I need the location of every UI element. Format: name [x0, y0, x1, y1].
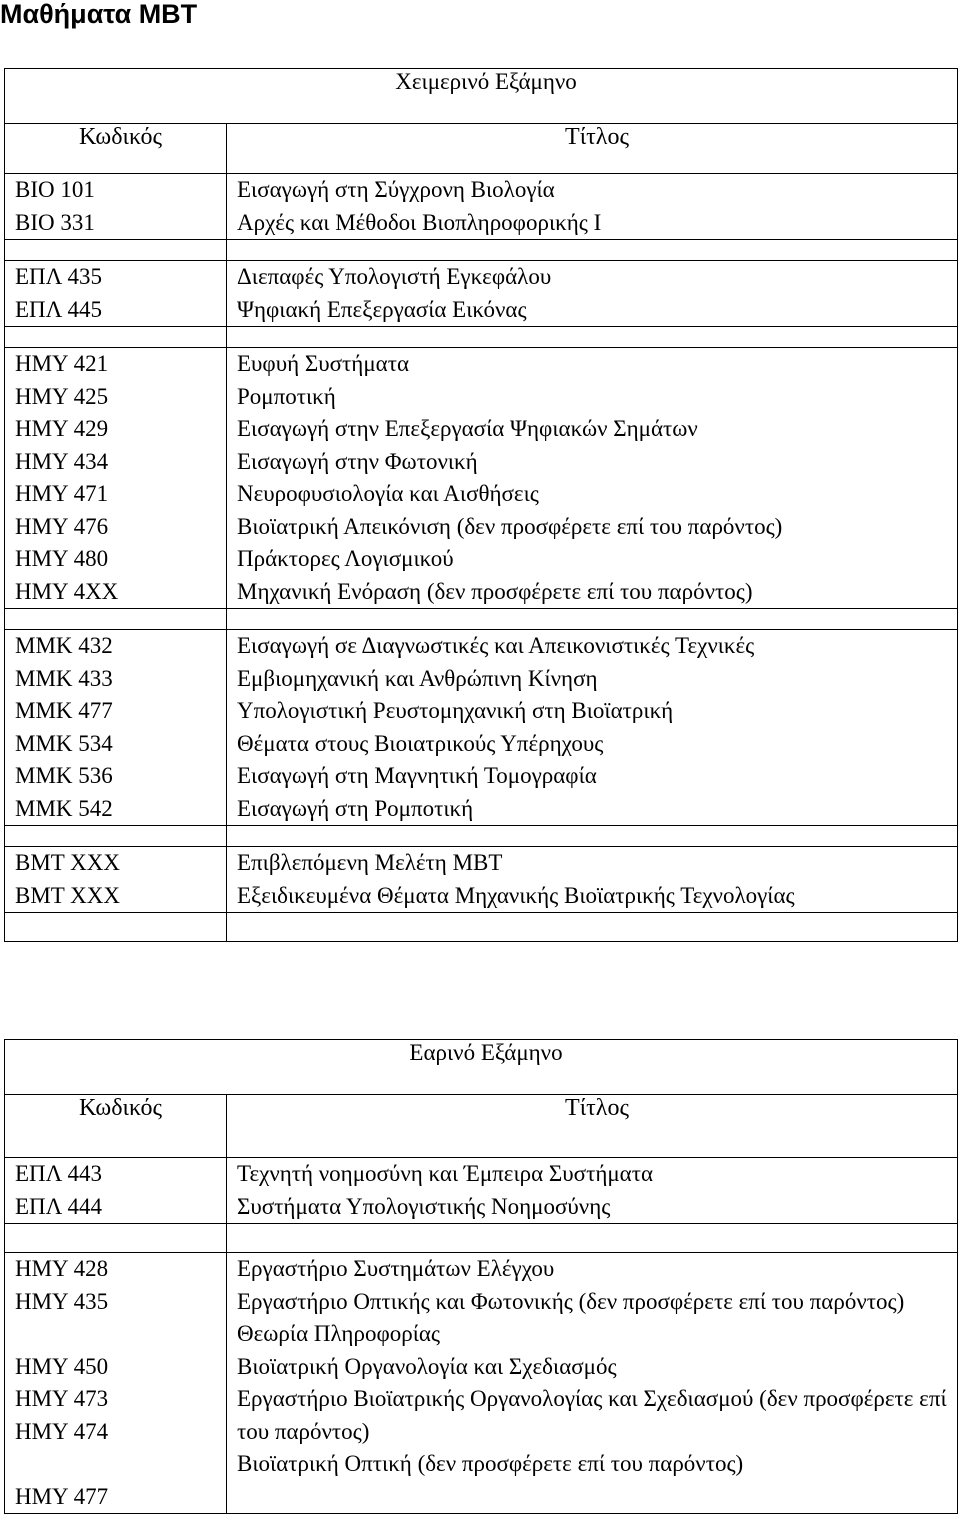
course-title: Θέματα στους Βιοιατρικούς Υπέρηχους — [237, 730, 604, 756]
course-title: Εισαγωγή στην Φωτονική — [237, 448, 478, 474]
course-title: Ρομποτική — [237, 383, 336, 409]
course-code: ΗΜΥ 4ΧΧ — [15, 578, 119, 604]
spacer-cell — [227, 240, 958, 261]
course-title: Εισαγωγή στη Σύγχρονη Βιολογία — [237, 177, 555, 202]
course-title: Θεωρία Πληροφορίας — [237, 1321, 441, 1346]
course-code: ΗΜΥ 476 — [15, 513, 109, 539]
course-title: Εισαγωγή στη Ρομποτική — [237, 795, 474, 821]
semester-title: Εαρινό Εξάμηνο — [5, 1040, 958, 1095]
course-code: ΗΜΥ 471 — [15, 481, 109, 506]
spacer-cell — [5, 1224, 227, 1253]
course-title: Βιοϊατρική Οπτική (δεν προσφέρετε επί του παρόντος) — [237, 1451, 744, 1476]
title-column-header: Τίτλος — [227, 124, 958, 174]
course-title: Εισαγωγή στη Μαγνητική Τομογραφία — [237, 763, 597, 788]
course-title: Εργαστήριο Βιοϊατρικής Οργανολογίας και Σχεδιασμού (δεν προσφέρετε επί του παρόντος) — [237, 1386, 947, 1444]
spacer-cell — [5, 913, 227, 942]
course-title: Βιοϊατρική Απεικόνιση (δεν προσφέρετε επί του παρόντος) — [237, 513, 783, 539]
course-code: ΗΜΥ 428 — [15, 1256, 109, 1281]
course-code: ΕΠΛ 445 — [15, 296, 102, 322]
spacer-cell — [5, 609, 227, 630]
course-code: ΕΠΛ 443 — [15, 1161, 102, 1186]
course-title: Εξειδικευμένα Θέματα Μηχανικής Βιοϊατρικής Τεχνολογίας — [237, 882, 795, 908]
winter-semester-table — [4, 68, 958, 942]
course-code: ΗΜΥ 480 — [15, 546, 109, 571]
course-titles — [227, 847, 958, 913]
course-code: ΗΜΥ 429 — [15, 416, 109, 441]
course-titles — [227, 174, 958, 240]
course-title: Ευφυή Συστήματα — [237, 351, 409, 376]
course-codes — [5, 174, 227, 240]
spacer-cell — [227, 913, 958, 942]
course-title: Εισαγωγή στην Επεξεργασία Ψηφιακών Σημάτων — [237, 416, 698, 441]
spacer-cell — [227, 327, 958, 348]
course-code: ΗΜΥ 477 — [15, 1483, 109, 1509]
title-column-header: Τίτλος — [227, 1095, 958, 1158]
course-title: Επιβλεπόμενη Μελέτη ΜΒΤ — [237, 850, 503, 875]
course-title: Εισαγωγή σε Διαγνωστικές και Απεικονιστικές Τεχνικές — [237, 633, 755, 658]
course-group-epl — [5, 1158, 958, 1224]
course-group-hmy — [5, 348, 958, 609]
course-title: Πράκτορες Λογισμικού — [237, 546, 454, 571]
page-title: Μαθήματα ΜΒΤ — [0, 0, 198, 29]
course-titles — [227, 630, 958, 826]
course-title: Διεπαφές Υπολογιστή Εγκεφάλου — [237, 264, 552, 289]
spring-semester-table — [4, 1039, 958, 1514]
course-title: Συστήματα Υπολογιστικής Νοημοσύνης — [237, 1193, 611, 1219]
code-column-header: Κωδικός — [5, 124, 227, 174]
spacer-cell — [5, 327, 227, 348]
course-code: ΗΜΥ 450 — [15, 1353, 109, 1379]
course-titles — [227, 261, 958, 327]
course-code: ΒΜΤ ΧΧΧ — [15, 850, 121, 875]
course-code: ΗΜΥ 435 — [15, 1288, 109, 1314]
semester-title: Χειμερινό Εξάμηνο — [5, 69, 958, 124]
spacer-cell — [227, 1224, 958, 1253]
course-codes — [5, 630, 227, 826]
course-title: Αρχές και Μέθοδοι Βιοπληροφορικής Ι — [237, 209, 602, 235]
course-titles — [227, 348, 958, 609]
course-codes — [5, 1158, 227, 1224]
course-codes — [5, 261, 227, 327]
course-title: Νευροφυσιολογία και Αισθήσεις — [237, 481, 539, 506]
course-code: ΗΜΥ 434 — [15, 448, 109, 474]
course-code: ΕΠΛ 444 — [15, 1193, 102, 1219]
course-code: ΜΜΚ 432 — [15, 633, 113, 658]
course-titles — [227, 1158, 958, 1224]
course-code: ΗΜΥ 473 — [15, 1386, 109, 1411]
spacer-cell — [227, 609, 958, 630]
course-code: ΜΜΚ 477 — [15, 698, 113, 723]
course-title: Εργαστήριο Οπτικής και Φωτονικής (δεν προσφέρετε επί του παρόντος) — [237, 1288, 905, 1314]
course-code: ΕΠΛ 435 — [15, 264, 102, 289]
course-titles — [227, 1253, 958, 1514]
course-codes — [5, 1253, 227, 1514]
spacer-cell — [227, 826, 958, 847]
spacer-cell — [5, 826, 227, 847]
course-title: Εργαστήριο Συστημάτων Ελέγχου — [237, 1256, 555, 1281]
course-code: ΗΜΥ 421 — [15, 351, 109, 376]
spacer-cell — [5, 240, 227, 261]
course-title: Τεχνητή νοημοσύνη και Έμπειρα Συστήματα — [237, 1161, 654, 1186]
course-title: Υπολογιστική Ρευστομηχανική στη Βιοϊατρική — [237, 698, 674, 723]
course-codes — [5, 847, 227, 913]
course-code: ΒΜΤ ΧΧΧ — [15, 882, 121, 908]
course-group-epl — [5, 261, 958, 327]
course-group-mmk — [5, 630, 958, 826]
course-title: Βιοϊατρική Οργανολογία και Σχεδιασμός — [237, 1353, 617, 1379]
course-codes — [5, 348, 227, 609]
course-title: Ψηφιακή Επεξεργασία Εικόνας — [237, 296, 527, 322]
course-code: ΒΙΟ 101 — [15, 177, 95, 202]
course-code: ΜΜΚ 536 — [15, 763, 113, 788]
course-group-bio — [5, 174, 958, 240]
course-code: ΒΙΟ 331 — [15, 209, 95, 235]
course-code: ΗΜΥ 474 — [15, 1418, 109, 1444]
course-group-hmy — [5, 1253, 958, 1514]
course-code: ΜΜΚ 542 — [15, 795, 113, 821]
course-title: Μηχανική Ενόραση (δεν προσφέρετε επί του παρόντος) — [237, 578, 753, 604]
code-column-header: Κωδικός — [5, 1095, 227, 1158]
course-group-bmt — [5, 847, 958, 913]
course-code: ΗΜΥ 425 — [15, 383, 109, 409]
course-code: ΜΜΚ 433 — [15, 665, 113, 691]
course-title: Εμβιομηχανική και Ανθρώπινη Κίνηση — [237, 665, 598, 691]
course-code: ΜΜΚ 534 — [15, 730, 113, 756]
